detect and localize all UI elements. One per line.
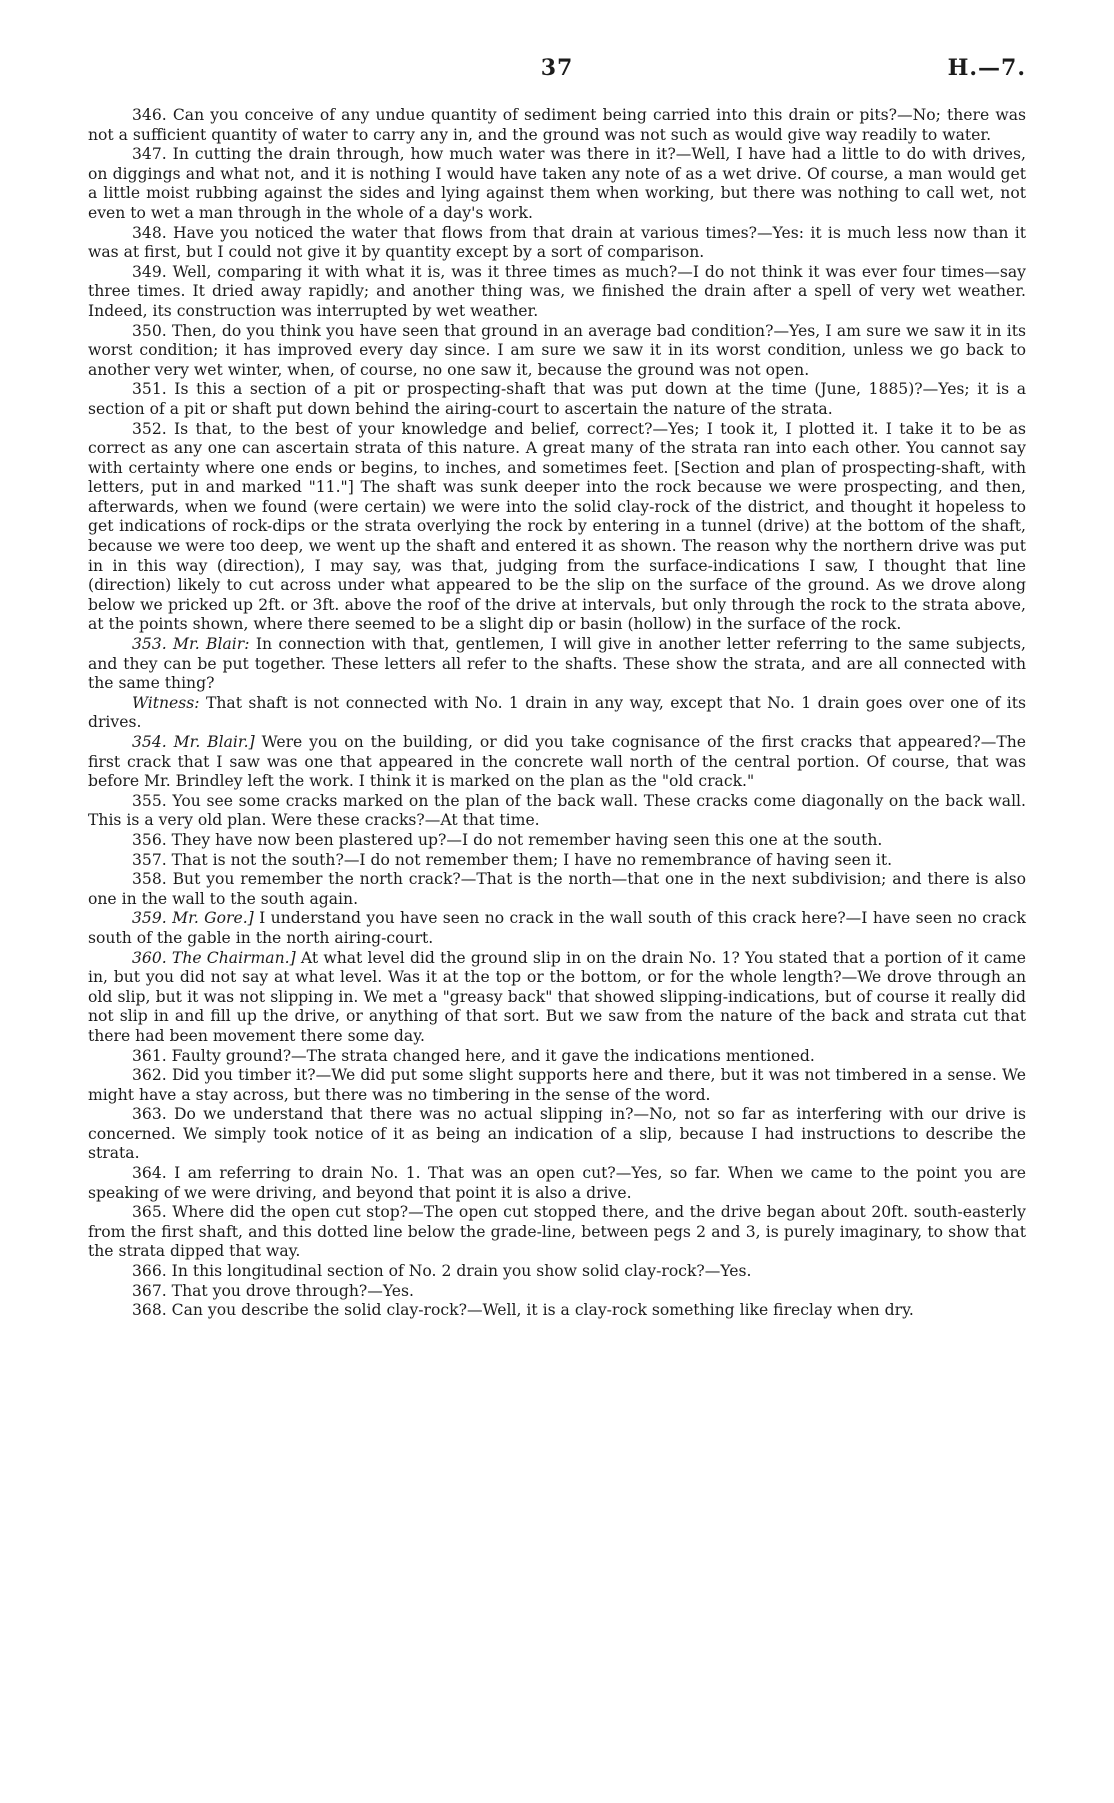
paragraph-352 (88, 420, 1026, 636)
paragraph-text: 356. They have now been plastered up?—I do not remember having seen this one at the south. (132, 830, 883, 849)
paragraph-367 (88, 1282, 1026, 1302)
paragraph-text: 355. You see some cracks marked on the plan of the back wall. These cracks come diagonally on the back wall. This is a very old plan. Were these cracks?—At that time. (88, 791, 1026, 830)
paragraph-356 (88, 831, 1026, 851)
paragraph-353 (88, 635, 1026, 694)
paragraph-349 (88, 263, 1026, 322)
paragraph-350 (88, 322, 1026, 381)
paragraph-text: 351. Is this a section of a pit or prospecting-shaft that was put down at the time (June, 1885)?—Yes; it is a section of a pit or shaft put down behind the airing-court to ascertain the nature of the strata. (88, 380, 1026, 418)
paragraph-text: 349. Well, comparing it with what it is, was it three times as much?—I do not think it was ever four times—say three times. It dried away rapidly; and another thing was, we finished the drain after a spell of very wet weather. Indeed, its construction was interrupted by wet weather. (88, 262, 1026, 320)
paragraph-text: 363. Do we understand that there was no actual slipping in?—No, not so far as interfering with our drive is concerned. We simply took notice of it as being an indication of a slip, because I had instructions to describe the strata. (88, 1105, 1026, 1163)
paragraph-text: 352. Is that, to the best of your knowledge and belief, correct?—Yes; I took it, I plotted it. I take it to be as correct as any one can ascertain strata of this nature. A great many of the strata ran into each other. You cannot say with certainty where one ends or begins, to inches, and sometimes feet. [Section and plan of prospecting-shaft, with letters, put in and marked "11."] The shaft was sunk deeper into the rock because we were prospecting, and then, afterwards, when we found (were certain) we were into the solid clay-rock of the district, and thought it hopeless to get indications of rock-dips or the strata overlying the rock by entering in a tunnel (drive) at the bottom of the shaft, because we were too deep, we went up the shaft and entered it as shown. The reason why the northern drive was put in in this way (direction), I may say, was that, judging from the surface-indications I saw, I thought that line (direction) likely to cut across under what appeared to be the slip on the surface of the ground. As we drove along below we pricked up 2ft. or 3ft. above the roof of the drive at intervals, but only through the rock to the strata above, at the points shown, where there seemed to be a slight dip or basin (hollow) in the surface of the rock. (88, 419, 1026, 634)
paragraph-text: 364. I am referring to drain No. 1. That was an open cut?—Yes, so far. When we came to the point you are speaking of we were driving, and beyond that point it is also a drive. (88, 1164, 1026, 1202)
page-header (88, 55, 1026, 89)
paragraph-text: 346. Can you conceive of any undue quantity of sediment being carried into this drain or pits?—No; there was not a sufficient quantity of water to carry any in, and the ground was not such as would give way readily to water. (88, 106, 1026, 144)
paragraph-362 (88, 1066, 1026, 1105)
paragraph-witness (88, 694, 1026, 733)
paragraph-354 (88, 733, 1026, 792)
paragraph-text: 365. Where did the open cut stop?—The open cut stopped there, and the drive began about 20ft. south-easterly from the first shaft, and this dotted line below the grade-line, between pegs 2 and 3, is purely imaginary, to show that the strata dipped that way. (88, 1203, 1026, 1261)
paragraph-text: 350. Then, do you think you have seen that ground in an average bad condition?—Yes, I am sure we saw it in its worst condition; it has improved every day since. I am sure we saw it in its worst condition, unless we go back to another very wet winter, when, of course, no one saw it, because the ground was not open. (88, 321, 1026, 379)
paragraph-346 (88, 106, 1026, 145)
paragraph-365 (88, 1203, 1026, 1262)
testimony-body (88, 106, 1026, 1321)
page-number: 37 (540, 55, 574, 81)
paragraph-text: At what level did the ground slip in on the drain No. 1? You stated that a portion of it came in, but you did not say at what level. Was it at the top or the bottom, or for the whole length?—We drove through an old slip, but it was not slipping in. We met a "greasy back" that showed slipping-indications, but of course it really did not slip in and fill up the drive, or anything of that sort. But we saw from the nature of the back and strata cut that there had been movement there some day. (88, 948, 1027, 1045)
speaker-label: 354. Mr. Blair.] (132, 733, 255, 751)
paragraph-348 (88, 224, 1026, 263)
paragraph-361 (88, 1047, 1026, 1067)
paragraph-363 (88, 1105, 1026, 1164)
paragraph-text: 357. That is not the south?—I do not remember them; I have no remembrance of having seen it. (132, 850, 893, 869)
paragraph-text: That shaft is not connected with No. 1 drain in any way, except that No. 1 drain goes over one of its drives. (88, 693, 1026, 732)
paragraph-359 (88, 909, 1026, 948)
paragraph-358 (88, 870, 1026, 909)
paragraph-368 (88, 1301, 1026, 1321)
speaker-label: 360. The Chairman.] (132, 948, 296, 967)
paragraph-text: Were you on the building, or did you take cognisance of the first cracks that appeared?—The first crack that I saw was one that appeared in the concrete wall north of the central portion. Of course, that was before Mr. Brindley left the work. I think it is marked on the plan as the "old crack." (88, 733, 1026, 791)
document-reference: H.—7. (947, 55, 1026, 81)
paragraph-357 (88, 851, 1026, 871)
paragraph-360 (88, 949, 1026, 1047)
paragraph-text: 347. In cutting the drain through, how much water was there in it?—Well, I have had a little to do with drives, on diggings and what not, and it is nothing I would have taken any note of as a wet drive. Of course, a man would get a little moist rubbing against the sides and lying against them when working, but there was nothing to call wet, not even to wet a man through in the whole of a day's work. (88, 145, 1026, 222)
paragraph-366 (88, 1262, 1026, 1282)
paragraph-text: 367. That you drove through?—Yes. (132, 1281, 414, 1300)
paragraph-text: 362. Did you timber it?—We did put some slight supports here and there, but it was not timbered in a sense. We might have a stay across, but there was no timbering in the sense of the word. (88, 1066, 1026, 1104)
paragraph-text: 366. In this longitudinal section of No. 2 drain you show solid clay-rock?—Yes. (132, 1262, 752, 1281)
paragraph-text: 368. Can you describe the solid clay-rock?—Well, it is a clay-rock something like fireclay when dry. (132, 1301, 914, 1320)
paragraph-text: I understand you have seen no crack in the wall south of this crack here?—I have seen no crack south of the gable in the north airing-court. (88, 909, 1026, 947)
paragraph-text: In connection with that, gentlemen, I will give in another letter referring to the same subjects, and they can be put together. These letters all refer to the shafts. These show the strata, and are all connected with the same thing? (88, 635, 1026, 693)
speaker-label: 359. Mr. Gore.] (132, 909, 254, 928)
paragraph-text: 358. But you remember the north crack?—That is the north—that one in the next subdivision; and there is also one in the wall to the south again. (88, 870, 1026, 908)
paragraph-364 (88, 1164, 1026, 1203)
speaker-label: 353. Mr. Blair: (132, 635, 250, 654)
paragraph-351 (88, 380, 1026, 419)
paragraph-347 (88, 145, 1026, 223)
paragraph-text: 361. Faulty ground?—The strata changed here, and it gave the indications mentioned. (132, 1046, 815, 1065)
paragraph-text: 348. Have you noticed the water that flows from that drain at various times?—Yes: it is much less now than it was at first, but I could not give it by quantity except by a sort of comparison. (88, 223, 1026, 262)
paragraph-355 (88, 792, 1026, 831)
speaker-label: Witness: (132, 693, 200, 712)
